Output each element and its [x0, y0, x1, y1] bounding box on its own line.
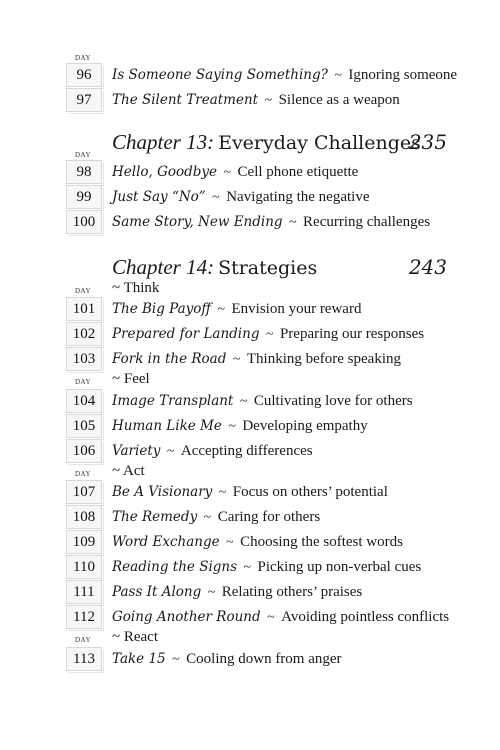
entry-separator: ~ — [172, 652, 180, 667]
chapter-page-number: 235 — [408, 130, 447, 154]
toc-entry — [0, 647, 500, 671]
entry-description: Developing empathy — [242, 418, 368, 434]
section-heading: ~ Think — [112, 280, 160, 296]
day-number: 104 — [66, 389, 102, 413]
day-number: 107 — [66, 480, 102, 504]
entry-separator: ~ — [207, 585, 216, 600]
day-number: 106 — [66, 439, 102, 463]
entry-title: Fork in the Road — [112, 351, 227, 367]
chapter-title: Chapter 14: — [112, 255, 215, 279]
entry-title: Pass It Along — [112, 584, 202, 600]
entry-text — [112, 582, 362, 603]
day-number: 103 — [66, 347, 102, 371]
day-number: 109 — [66, 530, 102, 554]
toc-entry — [0, 347, 500, 371]
entry-title: Going Another Round — [112, 609, 261, 625]
section-heading: ~ Feel — [112, 371, 150, 387]
day-number: 98 — [66, 160, 102, 184]
entry-description: Accepting differences — [180, 443, 313, 459]
day-number: 113 — [66, 647, 102, 671]
entry-separator: ~ — [223, 165, 232, 180]
entry-description: Choosing the softest words — [240, 534, 403, 550]
entry-separator: ~ — [166, 444, 175, 459]
day-number: 112 — [66, 605, 102, 629]
entry-title: Hello, Goodbye — [112, 164, 218, 180]
entry-text — [112, 90, 400, 111]
entry-description: Relating others’ praises — [221, 584, 363, 600]
entry-title: Human Like Me — [112, 418, 222, 434]
day-label: DAY — [74, 378, 92, 386]
entry-separator: ~ — [264, 93, 273, 108]
day-label: DAY — [74, 54, 92, 62]
entry-separator: ~ — [243, 560, 252, 575]
entry-title: Be A Visionary — [112, 484, 213, 500]
entry-text — [112, 391, 413, 412]
day-label: DAY — [74, 470, 92, 478]
entry-separator: ~ — [334, 68, 342, 83]
entry-description: Ignoring someone — [348, 67, 458, 83]
entry-text — [112, 212, 430, 233]
chapter-subtitle: Everyday Challenges — [218, 132, 421, 154]
entry-separator: ~ — [267, 610, 275, 625]
chapter-heading — [112, 130, 447, 156]
toc-entry — [0, 414, 500, 438]
entry-text — [112, 441, 313, 462]
entry-title: Prepared for Landing — [112, 326, 260, 342]
section-heading: ~ React — [112, 629, 159, 645]
entry-title: Is Someone Saying Something? — [112, 67, 328, 83]
toc-entry — [0, 322, 500, 346]
day-number: 101 — [66, 297, 102, 321]
entry-description: Focus on others’ potential — [232, 484, 388, 500]
entry-description: Picking up non-verbal cues — [257, 559, 422, 575]
toc-entry — [0, 580, 500, 604]
entry-separator: ~ — [217, 302, 226, 317]
entry-title: Take 15 — [112, 651, 166, 667]
entry-separator: ~ — [203, 510, 212, 525]
toc-entry — [0, 605, 500, 629]
day-number: 111 — [66, 580, 102, 604]
toc-entry — [0, 88, 500, 112]
entry-title: The Big Payoff — [112, 301, 211, 317]
toc-entry — [0, 555, 500, 579]
entry-text — [112, 416, 368, 437]
entry-separator: ~ — [228, 419, 236, 434]
entry-description: Navigating the negative — [226, 189, 370, 205]
entry-description: Thinking before speaking — [246, 351, 401, 367]
entry-separator: ~ — [212, 190, 220, 205]
chapter-title: Chapter 13: — [112, 130, 215, 154]
entry-text — [112, 299, 361, 320]
toc-entry — [0, 505, 500, 529]
day-number: 99 — [66, 185, 102, 209]
entry-separator: ~ — [239, 394, 248, 409]
entry-separator: ~ — [289, 215, 297, 230]
entry-description: Recurring challenges — [303, 214, 431, 230]
entry-title: The Silent Treatment — [112, 92, 259, 108]
entry-description: Cooling down from anger — [186, 651, 342, 667]
toc-entry — [0, 63, 500, 87]
entry-description: Preparing our responses — [279, 326, 425, 342]
entry-text — [112, 532, 403, 553]
day-number: 108 — [66, 505, 102, 529]
entry-separator: ~ — [232, 352, 241, 367]
chapter-heading — [112, 255, 447, 281]
toc-entry — [0, 530, 500, 554]
entry-separator: ~ — [218, 485, 227, 500]
entry-description: Cell phone etiquette — [237, 164, 359, 180]
day-number: 105 — [66, 414, 102, 438]
chapter-subtitle: Strategies — [218, 257, 318, 279]
entry-title: Variety — [112, 443, 161, 459]
entry-title: Reading the Signs — [112, 559, 238, 575]
section-heading: ~ Act — [112, 463, 145, 479]
entry-text — [112, 324, 424, 345]
day-number: 97 — [66, 88, 102, 112]
toc-entry — [0, 185, 500, 209]
entry-description: Silence as a weapon — [278, 92, 400, 108]
day-number: 102 — [66, 322, 102, 346]
day-number: 96 — [66, 63, 102, 87]
day-label: DAY — [74, 151, 92, 159]
toc-entry — [0, 439, 500, 463]
day-number: 110 — [66, 555, 102, 579]
entry-text — [112, 349, 401, 370]
entry-separator: ~ — [226, 535, 234, 550]
toc-entry — [0, 297, 500, 321]
entry-title: The Remedy — [112, 509, 198, 525]
chapter-page-number: 243 — [408, 255, 447, 279]
day-label: DAY — [74, 287, 92, 295]
toc-entry — [0, 160, 500, 184]
entry-description: Envision your reward — [231, 301, 362, 317]
entry-description: Caring for others — [217, 509, 321, 525]
entry-title: Same Story, New Ending — [112, 214, 283, 230]
entry-text — [112, 607, 449, 628]
entry-description: Cultivating love for others — [253, 393, 413, 409]
toc-entry — [0, 480, 500, 504]
toc-entry — [0, 210, 500, 234]
entry-text — [112, 65, 457, 86]
entry-title: Just Say “No” — [112, 189, 206, 205]
entry-text — [112, 507, 320, 528]
entry-title: Word Exchange — [112, 534, 220, 550]
entry-text — [112, 557, 421, 578]
day-number: 100 — [66, 210, 102, 234]
entry-title: Image Transplant — [112, 393, 234, 409]
entry-text — [112, 649, 342, 670]
entry-text — [112, 482, 388, 503]
toc-entry — [0, 389, 500, 413]
entry-description: Avoiding pointless conflicts — [281, 609, 450, 625]
entry-text — [112, 162, 358, 183]
day-label: DAY — [74, 636, 92, 644]
entry-separator: ~ — [265, 327, 274, 342]
entry-text — [112, 187, 370, 208]
